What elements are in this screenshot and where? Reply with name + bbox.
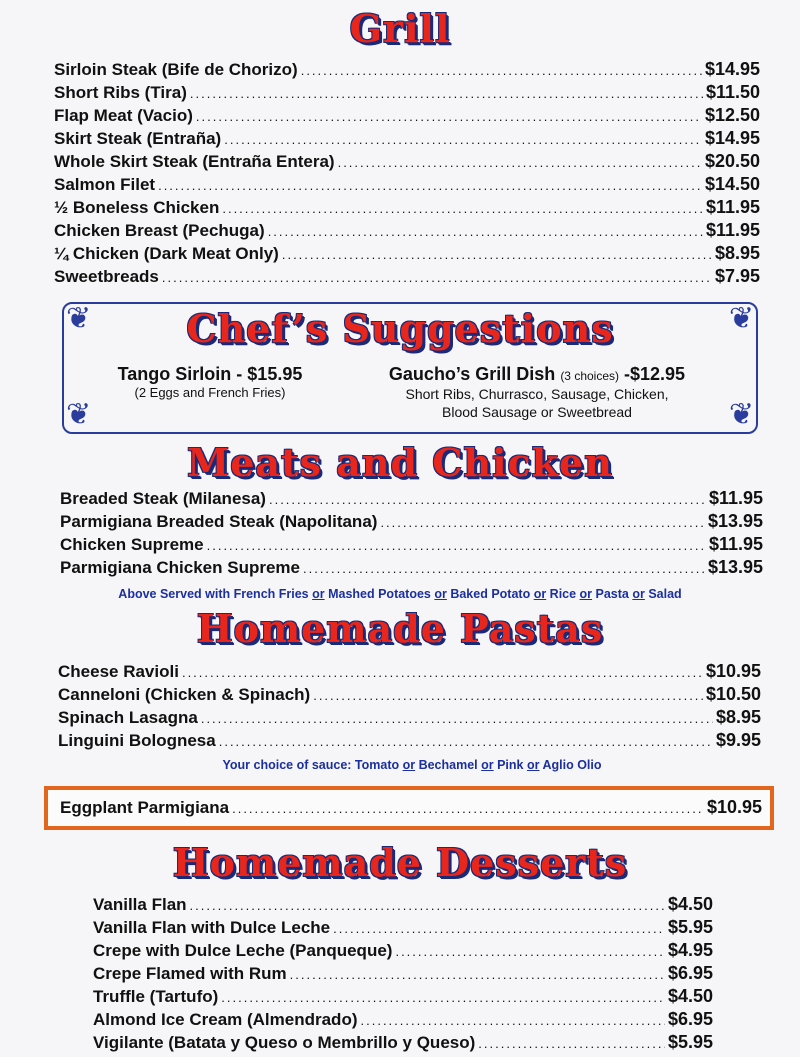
- menu-item-price: $6.95: [667, 1009, 713, 1029]
- note-or: or: [533, 587, 547, 601]
- menu-item-price: $14.95: [704, 59, 760, 79]
- leader-dots: [303, 557, 705, 580]
- menu-row: [60, 533, 763, 556]
- note-text: Pink: [493, 758, 527, 772]
- tango-sirloin: [90, 364, 330, 400]
- menu-item-price: $5.95: [667, 917, 713, 937]
- menu-row: [93, 1031, 713, 1054]
- menu-item-name: Crepe with Dulce Leche (Panqueque): [93, 941, 393, 960]
- leader-dots: [361, 1009, 665, 1032]
- menu-row: [54, 150, 760, 173]
- note-text: Bechamel: [415, 758, 482, 772]
- menu-item-name: Breaded Steak (Milanesa): [60, 489, 266, 508]
- menu-row: [58, 706, 761, 729]
- note-text: Above Served with French Fries: [118, 587, 313, 601]
- pastas-note: [12, 758, 800, 772]
- leader-dots: [222, 197, 703, 220]
- leader-dots: [162, 266, 712, 289]
- flourish-bottom-right-icon: ❦: [728, 397, 754, 432]
- gauchos-title-price: -$12.95: [624, 364, 686, 384]
- menu-item-name: Skirt Steak (Entraña): [54, 129, 222, 148]
- menu-row: [93, 962, 713, 985]
- leader-dots: [232, 797, 704, 820]
- menu-row: [54, 127, 760, 150]
- menu-item-price: $8.95: [715, 707, 761, 727]
- menu-row: [54, 242, 760, 265]
- note-text: Aglio Olio: [539, 758, 602, 772]
- menu-row: [93, 985, 713, 1008]
- note-text: Rice: [546, 587, 580, 601]
- menu-row: [60, 487, 763, 510]
- leader-dots: [290, 963, 665, 986]
- menu-item-price: $4.50: [667, 986, 713, 1006]
- menu-row: [54, 81, 760, 104]
- menu-row: [93, 1008, 713, 1031]
- gauchos-title-choices: (3 choices): [560, 369, 619, 383]
- menu-item-name: Linguini Bolognesa: [58, 731, 216, 750]
- pastas-menu: [58, 660, 761, 752]
- menu-item-name: ½ Boneless Chicken: [54, 198, 220, 217]
- leader-dots: [224, 128, 702, 151]
- eggplant-box: [44, 786, 774, 830]
- menu-item-name: Cheese Ravioli: [58, 662, 179, 681]
- leader-dots: [190, 894, 665, 917]
- menu-item-name: Crepe Flamed with Rum: [93, 964, 287, 983]
- leader-dots: [333, 917, 665, 940]
- note-or: or: [526, 758, 540, 772]
- leader-dots: [269, 488, 706, 511]
- menu-item-price: $11.95: [708, 488, 763, 508]
- menu-row: [54, 265, 760, 288]
- menu-row: [93, 939, 713, 962]
- menu-row: [54, 196, 760, 219]
- menu-item-name: Whole Skirt Steak (Entraña Entera): [54, 152, 335, 171]
- menu-item-price: $9.95: [715, 730, 761, 750]
- note-or: or: [632, 587, 645, 601]
- menu-item-name: Vigilante (Batata y Queso o Membrillo y Queso): [93, 1033, 476, 1052]
- menu-item-name: Flap Meat (Vacio): [54, 106, 193, 125]
- menu-item-name: Vanilla Flan: [93, 895, 187, 914]
- menu-item-name: Vanilla Flan with Dulce Leche: [93, 918, 331, 937]
- menu-item-name: Almond Ice Cream (Almendrado): [93, 1010, 358, 1029]
- menu-item-price: $10.50: [705, 684, 761, 704]
- menu-item-name: Eggplant Parmigiana: [60, 798, 230, 817]
- menu-row: [60, 510, 763, 533]
- menu-item-name: Parmigiana Chicken Supreme: [60, 558, 300, 577]
- leader-dots: [380, 511, 705, 534]
- menu-row: [54, 219, 760, 242]
- menu-item-price: $12.50: [704, 105, 760, 125]
- gauchos-grill-title: [352, 364, 722, 385]
- gauchos-grill-dish: [352, 364, 722, 421]
- menu-row: [58, 729, 761, 752]
- leader-dots: [313, 684, 703, 707]
- leader-dots: [478, 1032, 665, 1055]
- menu-item-price: $13.95: [707, 557, 763, 577]
- menu-item-name: Short Ribs (Tira): [54, 83, 187, 102]
- note-text: Your choice of sauce: Tomato: [222, 758, 403, 772]
- note-or: or: [312, 587, 325, 601]
- menu-item-name: ¼ Chicken (Dark Meat Only): [54, 244, 279, 263]
- leader-dots: [158, 174, 702, 197]
- flourish-top-right-icon: ❦: [728, 301, 754, 336]
- menu-row: [93, 916, 713, 939]
- menu-item-name: Salmon Filet: [54, 175, 156, 194]
- leader-dots: [221, 986, 665, 1009]
- chef-suggestions-heading: Chef’s Suggestions: [186, 306, 614, 351]
- menu-item-name: Canneloni (Chicken & Spinach): [58, 685, 311, 704]
- menu-row: [93, 893, 713, 916]
- leader-dots: [268, 220, 703, 243]
- note-or: or: [579, 587, 593, 601]
- menu-item-price: $10.95: [706, 797, 762, 817]
- leader-dots: [182, 661, 703, 684]
- menu-row: [60, 556, 763, 579]
- menu-row: [54, 173, 760, 196]
- note-text: Mashed Potatoes: [324, 587, 435, 601]
- leader-dots: [190, 82, 703, 105]
- menu-item-name: Chicken Supreme: [60, 535, 204, 554]
- menu-item-price: $11.95: [708, 534, 763, 554]
- menu-item-name: Chicken Breast (Pechuga): [54, 221, 265, 240]
- leader-dots: [395, 940, 665, 963]
- tango-sirloin-title: Tango Sirloin - $15.95: [117, 364, 303, 384]
- pastas-heading: Homemade Pastas: [196, 606, 604, 651]
- leader-dots: [207, 534, 706, 557]
- gauchos-desc-2: Blood Sausage or Sweetbread: [442, 404, 632, 420]
- grill-heading: Grill: [349, 6, 451, 51]
- menu-item-price: $11.95: [705, 197, 760, 217]
- leader-dots: [219, 730, 713, 753]
- meats-note: [0, 587, 800, 601]
- menu-item-price: $10.95: [705, 661, 761, 681]
- menu-item-price: $4.95: [667, 940, 713, 960]
- menu-item-price: $5.95: [667, 1032, 713, 1052]
- flourish-bottom-left-icon: ❦: [66, 397, 92, 432]
- menu-row: [58, 660, 761, 683]
- menu-row: [58, 683, 761, 706]
- note-text: Pasta: [592, 587, 633, 601]
- menu-row-eggplant: [60, 796, 762, 819]
- gauchos-desc-1: Short Ribs, Churrasco, Sausage, Chicken,: [405, 386, 669, 402]
- leader-dots: [201, 707, 713, 730]
- menu-item-price: $14.95: [704, 128, 760, 148]
- menu-item-price: $11.95: [705, 220, 760, 240]
- menu-item-price: $20.50: [704, 151, 760, 171]
- note-or: or: [402, 758, 416, 772]
- meats-menu: [60, 487, 763, 579]
- desserts-menu: [93, 893, 713, 1054]
- menu-item-price: $7.95: [714, 266, 760, 286]
- menu-row: [54, 58, 760, 81]
- note-text: Baked Potato: [446, 587, 534, 601]
- menu-item-price: $6.95: [667, 963, 713, 983]
- tango-sirloin-sub: (2 Eggs and French Fries): [134, 385, 286, 400]
- menu-item-price: $11.50: [705, 82, 760, 102]
- note-or: or: [434, 587, 447, 601]
- menu-item-name: Parmigiana Breaded Steak (Napolitana): [60, 512, 378, 531]
- grill-menu: [54, 58, 760, 288]
- menu-item-price: $8.95: [714, 243, 760, 263]
- menu-item-name: Sirloin Steak (Bife de Chorizo): [54, 60, 298, 79]
- leader-dots: [282, 243, 712, 266]
- desserts-heading: Homemade Desserts: [172, 840, 628, 885]
- menu-item-price: $14.50: [704, 174, 760, 194]
- menu-item-name: Spinach Lasagna: [58, 708, 198, 727]
- menu-item-name: Truffle (Tartufo): [93, 987, 219, 1006]
- menu-item-name: Sweetbreads: [54, 267, 159, 286]
- leader-dots: [196, 105, 702, 128]
- menu-item-price: $4.50: [667, 894, 713, 914]
- note-text: Salad: [644, 587, 682, 601]
- menu-row: [54, 104, 760, 127]
- meats-heading: Meats and Chicken: [187, 440, 613, 485]
- menu-item-price: $13.95: [707, 511, 763, 531]
- leader-dots: [301, 59, 702, 82]
- note-or: or: [481, 758, 494, 772]
- leader-dots: [338, 151, 702, 174]
- gauchos-title-main: Gaucho’s Grill Dish: [388, 364, 556, 384]
- flourish-top-left-icon: ❦: [66, 301, 92, 336]
